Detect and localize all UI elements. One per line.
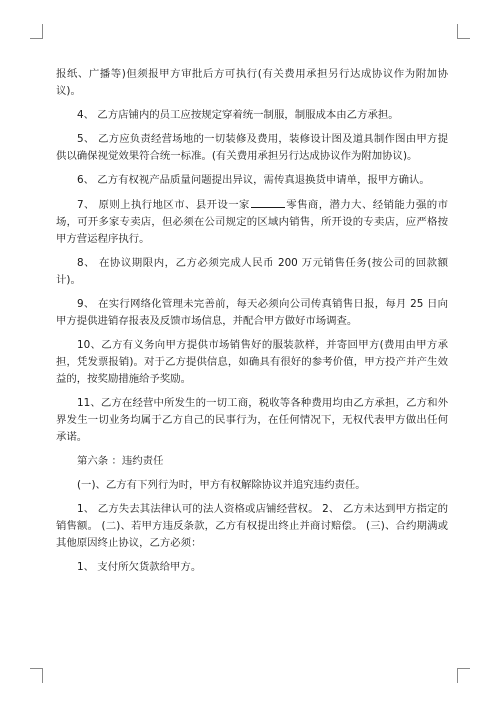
clause-7-before-blank: 7、 原则上执行地区市、县开设一家 (77, 199, 250, 211)
clause-10: 10、乙方有义务向甲方提供市场销售好的服装款样，并寄回甲方(费用由甲方承担，凭发票报销)。对于乙方提供信息，如确具有很好的参考价值，甲方投产并产生效益的，按奖励措施给予奖励。 (56, 339, 448, 385)
clause-6: 6、 乙方有权视产品质量问题提出异议，需传真退换货申请单，报甲方确认。 (77, 174, 430, 186)
document-body (56, 66, 448, 583)
breach-conditions: 1、 乙方失去其法律认可的法人资格或店铺经营权。 2、 乙方未达到甲方指定的销售额。 (二)、若甲方违反条款，乙方有权提出终止并商讨赔偿。 (三)、合约期满或其他原因终止协议，乙方必须： (56, 503, 448, 549)
paragraph-continued: 报纸、广播等)但须报甲方审批后方可执行(有关费用承担另行达成协议作为附加协议)。 (56, 68, 448, 97)
obligation-1: 1、 支付所欠货款给甲方。 (77, 561, 202, 573)
clause-5: 5、 乙方应负责经营场地的一切装修及费用，装修设计图及道具制作图由甲方提供以确保视觉效果符合统一标准。(有关费用承担另行达成协议作为附加协议)。 (56, 133, 448, 162)
clause-8: 8、 在协议期限内，乙方必须完成人民币 200 万元销售任务(按公司的回款额计)。 (56, 257, 448, 286)
clause-11: 11、乙方在经营中所发生的一切工商，税收等各种费用均由乙方承担，乙方和外界发生一切业务均属于乙方自己的民事行为，在任何情况下，无权代表甲方做出任何承诺。 (56, 397, 448, 443)
clause-7-after-blank: 零售商，潜力大、经销能力强的市场，可开多家专卖店，但必须在公司规定的区域内销售，所开设的专卖店，应严格按甲方营运程序执行。 (56, 199, 448, 245)
crop-mark-bottom-right (457, 668, 470, 683)
crop-mark-bottom-left (30, 668, 43, 683)
crop-mark-top-left (30, 24, 43, 39)
breach-item-1: (一)、乙方有下列行为时，甲方有权解除协议并追究违约责任。 (77, 479, 366, 491)
crop-mark-top-right (457, 24, 470, 39)
fill-in-blank (251, 196, 285, 208)
section-heading-article-6: 第六条 ：违约责任 (77, 455, 164, 467)
clause-7 (56, 196, 448, 248)
clause-9: 9、 在实行网络化管理未完善前，每天必须向公司传真销售日报，每月 25 日向甲方提供进销存报表及反馈市场信息，并配合甲方做好市场调查。 (56, 298, 448, 327)
clause-4: 4、 乙方店铺内的员工应按规定穿着统一制服，制服成本由乙方承担。 (77, 109, 399, 121)
